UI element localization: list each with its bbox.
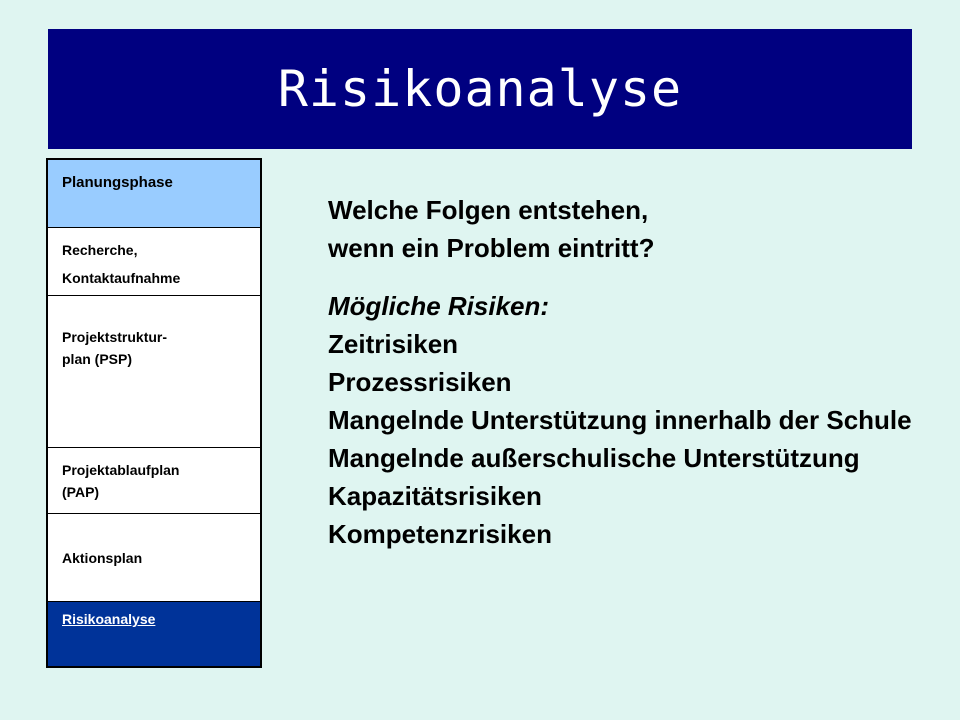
nav-item-recherche[interactable] [48,228,260,296]
nav-item-aktionsplan[interactable] [48,514,260,602]
risk-item-kapazitaetsrisiken: Kapazitätsrisiken [328,481,542,511]
main-content [328,191,928,553]
nav-item-risikoanalyse-active[interactable] [48,602,260,666]
nav-item-label [62,326,167,370]
question-text [328,191,928,267]
risk-item-unterstuetzung-schule: Mangelnde Unterstützung innerhalb der Schule [328,405,912,435]
nav-item-label [62,236,180,292]
nav-item-pap[interactable] [48,448,260,514]
nav-item-label-line1: Projektablaufplan [62,461,180,478]
phase-navigation-table [46,158,262,668]
nav-item-link-risikoanalyse[interactable]: Risikoanalyse [62,611,156,627]
nav-item-label: Aktionsplan [62,549,143,566]
question-line-1: Welche Folgen entstehen, [328,195,649,225]
nav-header-planungsphase [48,160,260,228]
risk-list [328,325,928,553]
risk-item-kompetenzrisiken: Kompetenzrisiken [328,519,552,549]
page-title: Risikoanalyse [277,60,683,118]
nav-item-label-line1: Recherche, [62,241,138,258]
title-bar [48,29,912,149]
nav-item-psp[interactable] [48,296,260,448]
question-line-2: wenn ein Problem eintritt? [328,233,655,263]
nav-header-label: Planungsphase [62,174,173,191]
nav-item-label-line2: Kontaktaufnahme [62,269,181,286]
nav-item-label [62,459,179,503]
risks-heading: Mögliche Risiken: [328,291,550,321]
nav-item-label-line1: Projektstruktur- [62,329,168,345]
nav-item-label-line2: plan (PSP) [62,351,133,367]
risk-item-zeitrisiken: Zeitrisiken [328,329,459,359]
risk-item-ausserschulische-unterstuetzung: Mangelnde außerschulische Unterstützung [328,443,860,473]
nav-item-label-line2: (PAP) [62,483,100,500]
risk-item-prozessrisiken: Prozessrisiken [328,367,512,397]
